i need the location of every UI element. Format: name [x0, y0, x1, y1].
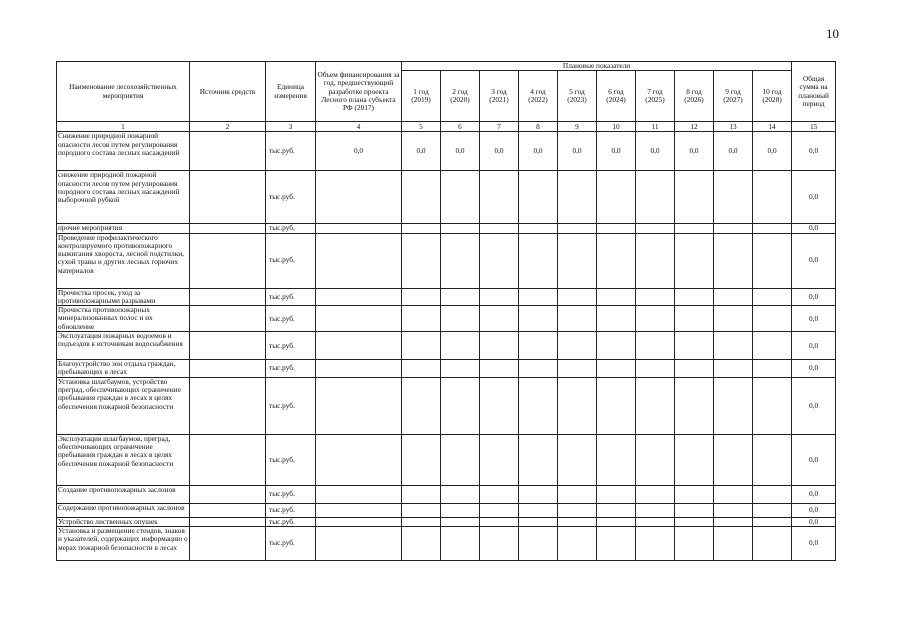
header-volume: Объем финансирования за год, предшествующий разработке проекта Лесного плана субъекта РФ (2017) — [316, 62, 402, 122]
row-year-value — [480, 224, 519, 233]
row-year-value — [402, 332, 441, 360]
row-year-value — [597, 360, 636, 378]
row-total: 0,0 — [792, 503, 836, 517]
row-year-value — [441, 332, 480, 360]
row-year-value — [753, 332, 792, 360]
row-year-value — [597, 332, 636, 360]
row-year-value — [480, 288, 519, 306]
page-number: 10 — [826, 26, 839, 41]
row-total: 0,0 — [792, 171, 836, 224]
row-volume — [316, 306, 402, 332]
row-year-value — [753, 527, 792, 561]
row-year-value — [597, 306, 636, 332]
row-year-value — [714, 527, 753, 561]
column-number: 7 — [480, 122, 519, 132]
row-year-value — [675, 517, 714, 526]
row-total: 0,0 — [792, 233, 836, 288]
row-year-value — [597, 485, 636, 503]
row-year-value — [636, 434, 675, 485]
row-year-value — [753, 434, 792, 485]
row-year-value — [675, 306, 714, 332]
row-year-value — [675, 224, 714, 233]
row-year-value — [441, 306, 480, 332]
row-total: 0,0 — [792, 377, 836, 434]
row-year-value — [558, 288, 597, 306]
row-source — [190, 377, 266, 434]
row-year-value — [597, 434, 636, 485]
row-year-value — [753, 233, 792, 288]
row-unit: тыс.руб. — [266, 485, 316, 503]
table-row — [57, 132, 836, 171]
row-name: Благоустройство зон отдыха граждан, пребывающих в лесах — [57, 360, 190, 378]
row-name: прочие мероприятия — [57, 224, 190, 233]
header-year-5: 5 год (2023) — [558, 71, 597, 122]
row-year-value — [675, 360, 714, 378]
row-year-value — [519, 360, 558, 378]
row-volume — [316, 503, 402, 517]
row-source — [190, 503, 266, 517]
column-number: 3 — [266, 122, 316, 132]
row-year-value — [558, 377, 597, 434]
table-row — [57, 224, 836, 233]
row-year-value — [636, 288, 675, 306]
row-total: 0,0 — [792, 224, 836, 233]
table-row — [57, 485, 836, 503]
row-year-value — [441, 434, 480, 485]
row-unit: тыс.руб. — [266, 360, 316, 378]
header-planned: Плановые показатели — [402, 62, 792, 71]
row-source — [190, 171, 266, 224]
row-year-value — [480, 360, 519, 378]
table-row — [57, 517, 836, 526]
header-year-6: 6 год (2024) — [597, 71, 636, 122]
row-year-value — [558, 527, 597, 561]
row-year-value — [402, 360, 441, 378]
row-year-value — [714, 306, 753, 332]
row-unit: тыс.руб. — [266, 306, 316, 332]
row-name: Эксплуатация шлагбаумов, преград, обеспечивающих ограничение пребывания граждан в лесах в целях обеспечения пожарной безопасности — [57, 434, 190, 485]
row-name: Проведение профилактического контролируемого противопожарного выжигания хвороста, лесной подстилки, сухой травы и других лесных горючих материалов — [57, 233, 190, 288]
row-year-value — [480, 527, 519, 561]
row-unit: тыс.руб. — [266, 332, 316, 360]
row-year-value — [558, 485, 597, 503]
row-year-value — [597, 527, 636, 561]
row-year-value — [402, 306, 441, 332]
row-unit: тыс.руб. — [266, 527, 316, 561]
row-year-value — [636, 517, 675, 526]
row-name: Прочистка просек, уход за противопожарными разрывами — [57, 288, 190, 306]
row-year-value — [402, 233, 441, 288]
column-number: 5 — [402, 122, 441, 132]
row-year-value — [597, 288, 636, 306]
column-numbers-row — [57, 122, 836, 132]
row-year-value — [519, 224, 558, 233]
row-year-value — [441, 527, 480, 561]
row-year-value — [519, 517, 558, 526]
row-year-value — [441, 233, 480, 288]
row-volume — [316, 288, 402, 306]
row-year-value — [480, 434, 519, 485]
row-year-value — [714, 224, 753, 233]
row-year-value — [753, 360, 792, 378]
row-unit: тыс.руб. — [266, 503, 316, 517]
row-year-value — [597, 171, 636, 224]
row-year-value — [441, 360, 480, 378]
row-year-value — [480, 485, 519, 503]
row-year-value — [519, 306, 558, 332]
row-volume — [316, 171, 402, 224]
table-row — [57, 503, 836, 517]
row-total: 0,0 — [792, 306, 836, 332]
row-year-value: 0,0 — [441, 132, 480, 171]
row-year-value — [636, 224, 675, 233]
column-number: 8 — [519, 122, 558, 132]
row-name: Установка и размещение стендов, знаков и указателей, содержащих информацию о мерах пожарной безопасности в лесах — [57, 527, 190, 561]
financing-table — [56, 61, 836, 561]
row-unit: тыс.руб. — [266, 377, 316, 434]
financing-table-container — [56, 61, 836, 561]
row-year-value — [441, 485, 480, 503]
row-volume — [316, 434, 402, 485]
row-year-value — [753, 224, 792, 233]
row-year-value — [519, 434, 558, 485]
row-unit: тыс.руб. — [266, 132, 316, 171]
row-year-value — [714, 377, 753, 434]
column-number: 10 — [597, 122, 636, 132]
row-name: Снижение природной пожарной опасности лесов путем регулирования породного состава лесных насаждений — [57, 132, 190, 171]
row-year-value — [519, 171, 558, 224]
row-year-value — [753, 288, 792, 306]
row-source — [190, 360, 266, 378]
row-year-value — [441, 224, 480, 233]
row-year-value — [558, 224, 597, 233]
column-number: 1 — [57, 122, 190, 132]
header-total: Общая сумма на плановый период — [792, 62, 836, 122]
row-name: Создание противопожарных заслонов — [57, 485, 190, 503]
row-unit: тыс.руб. — [266, 233, 316, 288]
row-year-value — [441, 288, 480, 306]
header-year-10: 10 год (2028) — [753, 71, 792, 122]
row-unit: тыс.руб. — [266, 288, 316, 306]
row-year-value — [441, 517, 480, 526]
table-body — [57, 122, 836, 561]
row-volume — [316, 233, 402, 288]
row-source — [190, 527, 266, 561]
column-number: 13 — [714, 122, 753, 132]
header-year-7: 7 год (2025) — [636, 71, 675, 122]
row-year-value — [753, 171, 792, 224]
row-year-value — [402, 377, 441, 434]
row-year-value — [714, 485, 753, 503]
row-source — [190, 332, 266, 360]
row-year-value: 0,0 — [480, 132, 519, 171]
row-source — [190, 233, 266, 288]
row-source — [190, 132, 266, 171]
row-year-value — [714, 233, 753, 288]
row-volume — [316, 517, 402, 526]
row-year-value — [636, 377, 675, 434]
row-year-value: 0,0 — [558, 132, 597, 171]
row-year-value — [636, 503, 675, 517]
row-source — [190, 517, 266, 526]
row-year-value — [675, 527, 714, 561]
row-year-value — [597, 233, 636, 288]
column-number: 11 — [636, 122, 675, 132]
row-year-value — [519, 288, 558, 306]
row-total: 0,0 — [792, 132, 836, 171]
header-year-9: 9 год (2027) — [714, 71, 753, 122]
row-volume — [316, 377, 402, 434]
row-unit: тыс.руб. — [266, 224, 316, 233]
row-year-value — [675, 485, 714, 503]
row-year-value — [480, 503, 519, 517]
table-row — [57, 360, 836, 378]
column-number: 15 — [792, 122, 836, 132]
row-year-value — [636, 171, 675, 224]
row-year-value — [714, 360, 753, 378]
row-total: 0,0 — [792, 360, 836, 378]
column-number: 14 — [753, 122, 792, 132]
row-year-value — [597, 517, 636, 526]
row-volume — [316, 224, 402, 233]
row-year-value — [558, 517, 597, 526]
table-row — [57, 233, 836, 288]
row-volume — [316, 360, 402, 378]
column-number: 9 — [558, 122, 597, 132]
row-year-value — [480, 306, 519, 332]
row-year-value — [519, 503, 558, 517]
row-total: 0,0 — [792, 527, 836, 561]
table-row — [57, 171, 836, 224]
row-year-value — [636, 527, 675, 561]
row-volume — [316, 485, 402, 503]
header-year-1: 1 год (2019) — [402, 71, 441, 122]
row-year-value — [675, 332, 714, 360]
row-year-value — [558, 171, 597, 224]
row-year-value — [675, 233, 714, 288]
row-year-value — [714, 517, 753, 526]
row-volume: 0,0 — [316, 132, 402, 171]
row-volume — [316, 527, 402, 561]
row-year-value — [558, 434, 597, 485]
row-year-value — [675, 171, 714, 224]
row-year-value: 0,0 — [519, 132, 558, 171]
column-number: 4 — [316, 122, 402, 132]
row-year-value — [402, 288, 441, 306]
row-source — [190, 306, 266, 332]
row-total: 0,0 — [792, 485, 836, 503]
row-year-value — [675, 377, 714, 434]
row-year-value — [636, 332, 675, 360]
row-year-value — [636, 360, 675, 378]
row-year-value — [402, 434, 441, 485]
row-year-value: 0,0 — [675, 132, 714, 171]
header-unit: Единица измерения — [266, 62, 316, 122]
row-year-value — [402, 485, 441, 503]
row-year-value — [480, 377, 519, 434]
row-year-value: 0,0 — [597, 132, 636, 171]
row-year-value — [519, 377, 558, 434]
row-year-value — [402, 517, 441, 526]
row-year-value — [753, 517, 792, 526]
header-name: Наименование лесохозяйственных мероприятия — [57, 62, 190, 122]
row-volume — [316, 332, 402, 360]
header-source: Источник средств — [190, 62, 266, 122]
row-year-value — [519, 233, 558, 288]
row-year-value: 0,0 — [402, 132, 441, 171]
row-name: Устройство лиственных опушек — [57, 517, 190, 526]
row-year-value — [441, 503, 480, 517]
row-year-value — [753, 377, 792, 434]
header-year-8: 8 год (2026) — [675, 71, 714, 122]
row-total: 0,0 — [792, 288, 836, 306]
row-year-value: 0,0 — [714, 132, 753, 171]
row-year-value — [636, 485, 675, 503]
row-year-value — [558, 360, 597, 378]
row-year-value — [480, 171, 519, 224]
row-year-value — [402, 171, 441, 224]
row-year-value — [519, 527, 558, 561]
row-year-value — [519, 485, 558, 503]
column-number: 2 — [190, 122, 266, 132]
row-year-value — [753, 503, 792, 517]
row-year-value — [675, 434, 714, 485]
row-year-value — [753, 485, 792, 503]
row-year-value — [480, 233, 519, 288]
row-year-value — [636, 306, 675, 332]
row-year-value — [675, 503, 714, 517]
row-unit: тыс.руб. — [266, 171, 316, 224]
table-row — [57, 332, 836, 360]
row-total: 0,0 — [792, 332, 836, 360]
table-row — [57, 434, 836, 485]
row-year-value — [480, 332, 519, 360]
header-year-2: 2 год (2020) — [441, 71, 480, 122]
row-year-value — [597, 503, 636, 517]
table-row — [57, 288, 836, 306]
row-year-value — [480, 517, 519, 526]
row-source — [190, 224, 266, 233]
row-year-value — [714, 288, 753, 306]
row-source — [190, 485, 266, 503]
row-year-value — [402, 503, 441, 517]
table-row — [57, 527, 836, 561]
row-year-value — [675, 288, 714, 306]
table-row — [57, 306, 836, 332]
row-year-value — [402, 527, 441, 561]
row-year-value — [714, 171, 753, 224]
row-year-value — [441, 377, 480, 434]
row-year-value — [753, 306, 792, 332]
row-year-value: 0,0 — [636, 132, 675, 171]
row-year-value — [519, 332, 558, 360]
row-source — [190, 434, 266, 485]
row-name: снижение природной пожарной опасности лесов путем регулирования породного состава лесных насаждений выборочной рубкой — [57, 171, 190, 224]
row-year-value — [636, 233, 675, 288]
row-name: Содержание противопожарных заслонов — [57, 503, 190, 517]
row-name: Эксплуатация пожарных водоемов и подъездов к источникам водоснабжения — [57, 332, 190, 360]
row-year-value — [714, 434, 753, 485]
row-year-value — [558, 503, 597, 517]
column-number: 12 — [675, 122, 714, 132]
row-year-value — [714, 332, 753, 360]
row-total: 0,0 — [792, 434, 836, 485]
column-number: 6 — [441, 122, 480, 132]
row-year-value — [402, 224, 441, 233]
row-name: Прочистка противопожарных минерализованных полос и их обновление — [57, 306, 190, 332]
header-year-3: 3 год (2021) — [480, 71, 519, 122]
row-total: 0,0 — [792, 517, 836, 526]
row-year-value — [558, 306, 597, 332]
row-year-value — [558, 233, 597, 288]
row-year-value — [558, 332, 597, 360]
row-unit: тыс.руб. — [266, 517, 316, 526]
row-year-value — [597, 377, 636, 434]
row-unit: тыс.руб. — [266, 434, 316, 485]
table-row — [57, 377, 836, 434]
header-year-4: 4 год (2022) — [519, 71, 558, 122]
row-year-value — [597, 224, 636, 233]
row-source — [190, 288, 266, 306]
row-year-value: 0,0 — [753, 132, 792, 171]
row-year-value — [714, 503, 753, 517]
row-year-value — [441, 171, 480, 224]
row-name: Установка шлагбаумов, устройство преград, обеспечивающих ограничение пребывания граждан в лесах в целях обеспечения пожарной безопасности — [57, 377, 190, 434]
